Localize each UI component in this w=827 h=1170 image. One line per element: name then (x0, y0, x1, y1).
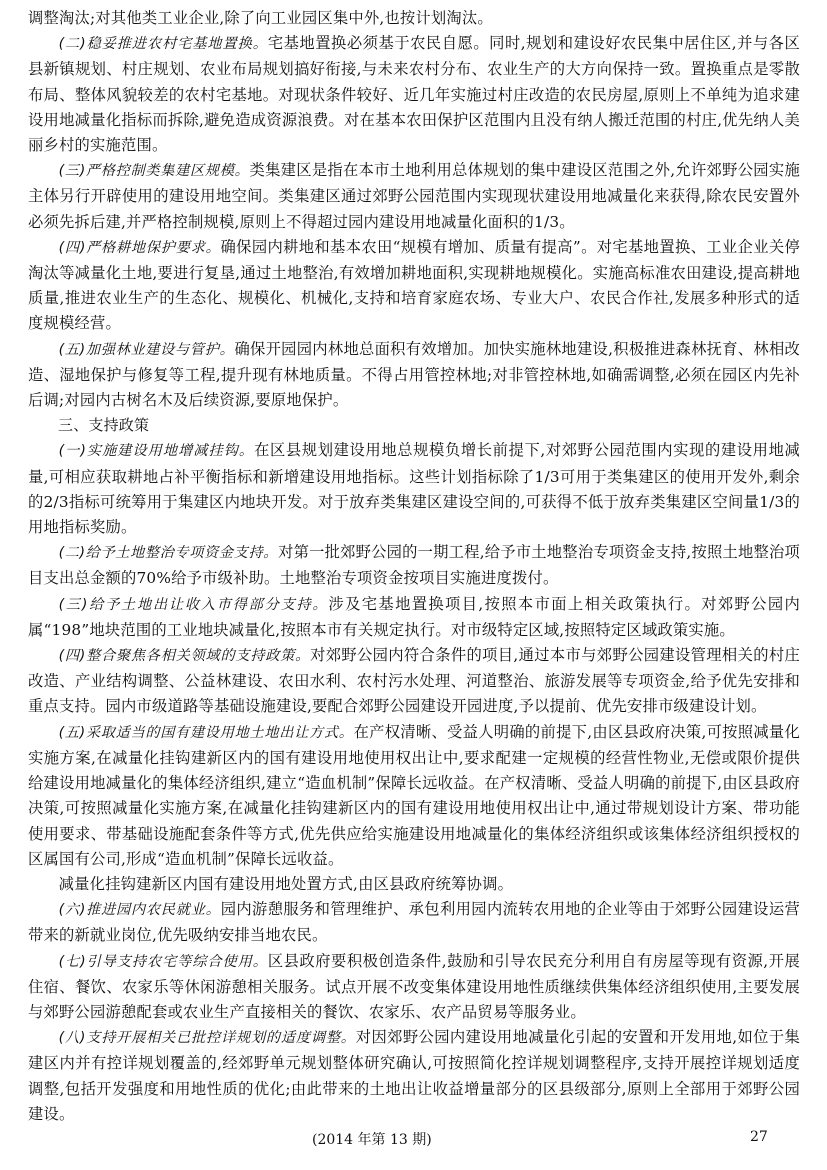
paragraph-text: 类集建区是指在本市土地利用总体规划的集中建设区范围之外,允许郊野公园实施主体另行开辟使用的建设用地空间。类集建区通过郊野公园范围内实现现状建设用地减量化来获得,除农民安置外必须先拆后建,并严格控制规模,原则上不得超过园内建设用地减量化面积的1/3。 (28, 161, 800, 231)
paragraph-text: 涉及宅基地置换项目,按照本市面上相关政策执行。对郊野公园内属“198”地块范围的工业地块减量化,按照本市有关规定执行。对市级特定区域,按照特定区域政策实施。 (28, 594, 800, 639)
paragraph-lead: (四)整合聚焦各相关领域的支持政策。 (58, 648, 311, 665)
paragraph-text: 宅基地置换必须基于农民自愿。同时,规划和建设好农民集中居住区,并与各区县新镇规划、村庄规划、农业布局规划搞好衔接,与未来农村分布、农业生产的大方向保持一致。置换重点是零散布局、整体风貌较差的农村宅基地。对现状条件较好、近几年实施过村庄改造的农民房屋,原则上不单纯为追求建设用地减量化指标而拆除,避免造成资源浪费。对在基本农田保护区范围内且没有纳人搬迁范围的村庄,优先纳人美丽乡村的实施范围。 (28, 34, 800, 155)
paragraph (28, 643, 800, 720)
paragraph-text: 园内游憩服务和管理维护、承包利用园内流转农用地的企业等由于郊野公园建设运营带来的新就业岗位,优先吸纳安排当地农民。 (28, 900, 800, 945)
paragraph (28, 949, 800, 1026)
paragraph-text: 在产权清晰、受益人明确的前提下,由区县政府决策,可按照减量化实施方案,在减量化挂钩建新区内的国有建设用地使用权出让中,要求配建一定规模的经营性物业,无偿或限价提供给建设用地减量化的集体经济组织,建立“造血机制”保障长远收益。在产权清晰、受益人明确的前提下,由区县政府决策,可按照减量化实施方案,在减量化挂钩建新区内的国有建设用地使用权出让中,通过带规划设计方案、带功能使用要求、带基础设施配套条件等方式,优先供应给实施建设用地减量化的集体经济组织或该集体经济组织授权的区属国有公司,形成“造血机制”保障长远收益。 (28, 722, 800, 868)
paragraph-text: 对因郊野公园内建设用地减量化引起的安置和开发用地,如位于集建区内并有控详规划覆盖的,经郊野单元规划整体研究确认,可按照简化控详规划调整程序,支持开展控详规划适度调整,包括开发强度和用地性质的优化;由此带来的土地出让收益增量部分的区县级部分,原则上全部用于郊野公园建设。 (28, 1028, 800, 1123)
paragraph (28, 872, 800, 897)
paragraph (28, 897, 800, 948)
paragraph (28, 235, 800, 337)
paragraph-text: 确保开园园内林地总面积有效增加。加快实施林地建设,积极推进森林抚育、林相改造、湿地保护与修复等工程,提升现有林地质量。不得占用管控林地;对非管控林地,如确需调整,必须在园区内先补后调;对园内古树名木及后续资源,要原地保护。 (28, 339, 801, 410)
paragraph-text: 对郊野公园内符合条件的项目,通过本市与郊野公园建设管理相关的村庄改造、产业结构调整、公益林建设、农田水利、农村污水处理、河道整治、旅游发展等专项资金,给予优先安排和重点支持。园内市级道路等基础设施建设,要配合郊野公园建设开园进度,予以提前、优先安排市级建设计划。 (28, 646, 800, 716)
paragraph-lead: (三)严格控制类集建区规模。 (58, 163, 250, 180)
paragraph (28, 6, 800, 31)
paragraph-lead: (五)采取适当的国有建设用地土地出让方式。 (58, 724, 354, 741)
page-number: 27 (750, 1129, 768, 1145)
paragraph (28, 158, 800, 235)
paragraph-text: 减量化挂钩建新区内国有建设用地处置方式,由区县政府统筹协调。 (58, 874, 514, 893)
paragraph-text: 在区县规划建设用地总规模负增长前提下,对郊野公园范围内实现的建设用地减量,可相应获取耕地占补平衡指标和新增建设用地指标。这些计划指标除了1/3可用于类集建区的使用开发外,剩余的2/3指标可统筹用于集建区内地块开发。对于放弃类集建区建设空间的,可获得不低于放弃类集建区空间量1/3的用地指标奖励。 (28, 441, 800, 537)
page-footer (0, 1126, 827, 1150)
issue-label: (2014 年第 13 期) (312, 1132, 432, 1148)
paragraph-lead: (八)支持开展相关已批控详规划的适度调整。 (58, 1030, 356, 1047)
paragraph-lead: (七)引导支持农宅等综合使用。 (58, 953, 268, 970)
paragraph (28, 438, 800, 540)
paragraph-text: 对第一批郊野公园的一期工程,给予市土地整治专项资金支持,按照土地整治项目支出总金额的70%给予市级补助。土地整治专项资金按项目实施进度拨付。 (28, 543, 800, 588)
paragraph (28, 1025, 800, 1127)
paragraph-lead: (四)严格耕地保护要求。 (58, 239, 221, 256)
paragraph-lead: (三)给予土地出让收入市得部分支持。 (58, 596, 329, 613)
section-heading (28, 413, 800, 438)
paragraph-lead: (一)实施建设用地增减挂钩。 (58, 443, 255, 460)
paragraph-text: 三、支持政策 (58, 416, 150, 435)
paragraph-text: 区县政府要积极创造条件,鼓励和引导农民充分利用自有房屋等现有资源,开展住宿、餐饮、农家乐等休闲游憩相关服务。试点开展不改变集体建设用地性质继续供集体经济组织使用,主要发展与郊野公园游憩配套或农业生产直接相关的餐饮、农家乐、农产品贸易等服务业。 (28, 951, 800, 1021)
paragraph (28, 540, 800, 591)
paragraph-lead: (二)给予土地整治专项资金支持。 (58, 545, 279, 562)
paragraph (28, 720, 800, 872)
paragraph-lead: (六)推进园内农民就业。 (58, 902, 221, 919)
paragraph (28, 337, 800, 414)
paragraph-lead: (五)加强林业建设与管护。 (58, 341, 235, 358)
document-body (28, 6, 800, 1127)
paragraph-lead: (二)稳妥推进农村宅基地置换。 (58, 36, 268, 53)
paragraph-text: 调整淘汰;对其他类工业企业,除了向工业园区集中外,也按计划淘汰。 (28, 9, 493, 27)
paragraph-text: 确保园内耕地和基本农田“规模有增加、质量有提高”。对宅基地置换、工业企业关停淘汰等减量化土地,要进行复垦,通过土地整治,有效增加耕地面积,实现耕地规模化。实施高标准农田建设,提高耕地质量,推进农业生产的生态化、规模化、机械化,支持和培育家庭农场、专业大户、农民合作社,发展多种形式的适度规模经营。 (28, 237, 800, 333)
paragraph (28, 31, 800, 158)
paragraph (28, 592, 800, 643)
